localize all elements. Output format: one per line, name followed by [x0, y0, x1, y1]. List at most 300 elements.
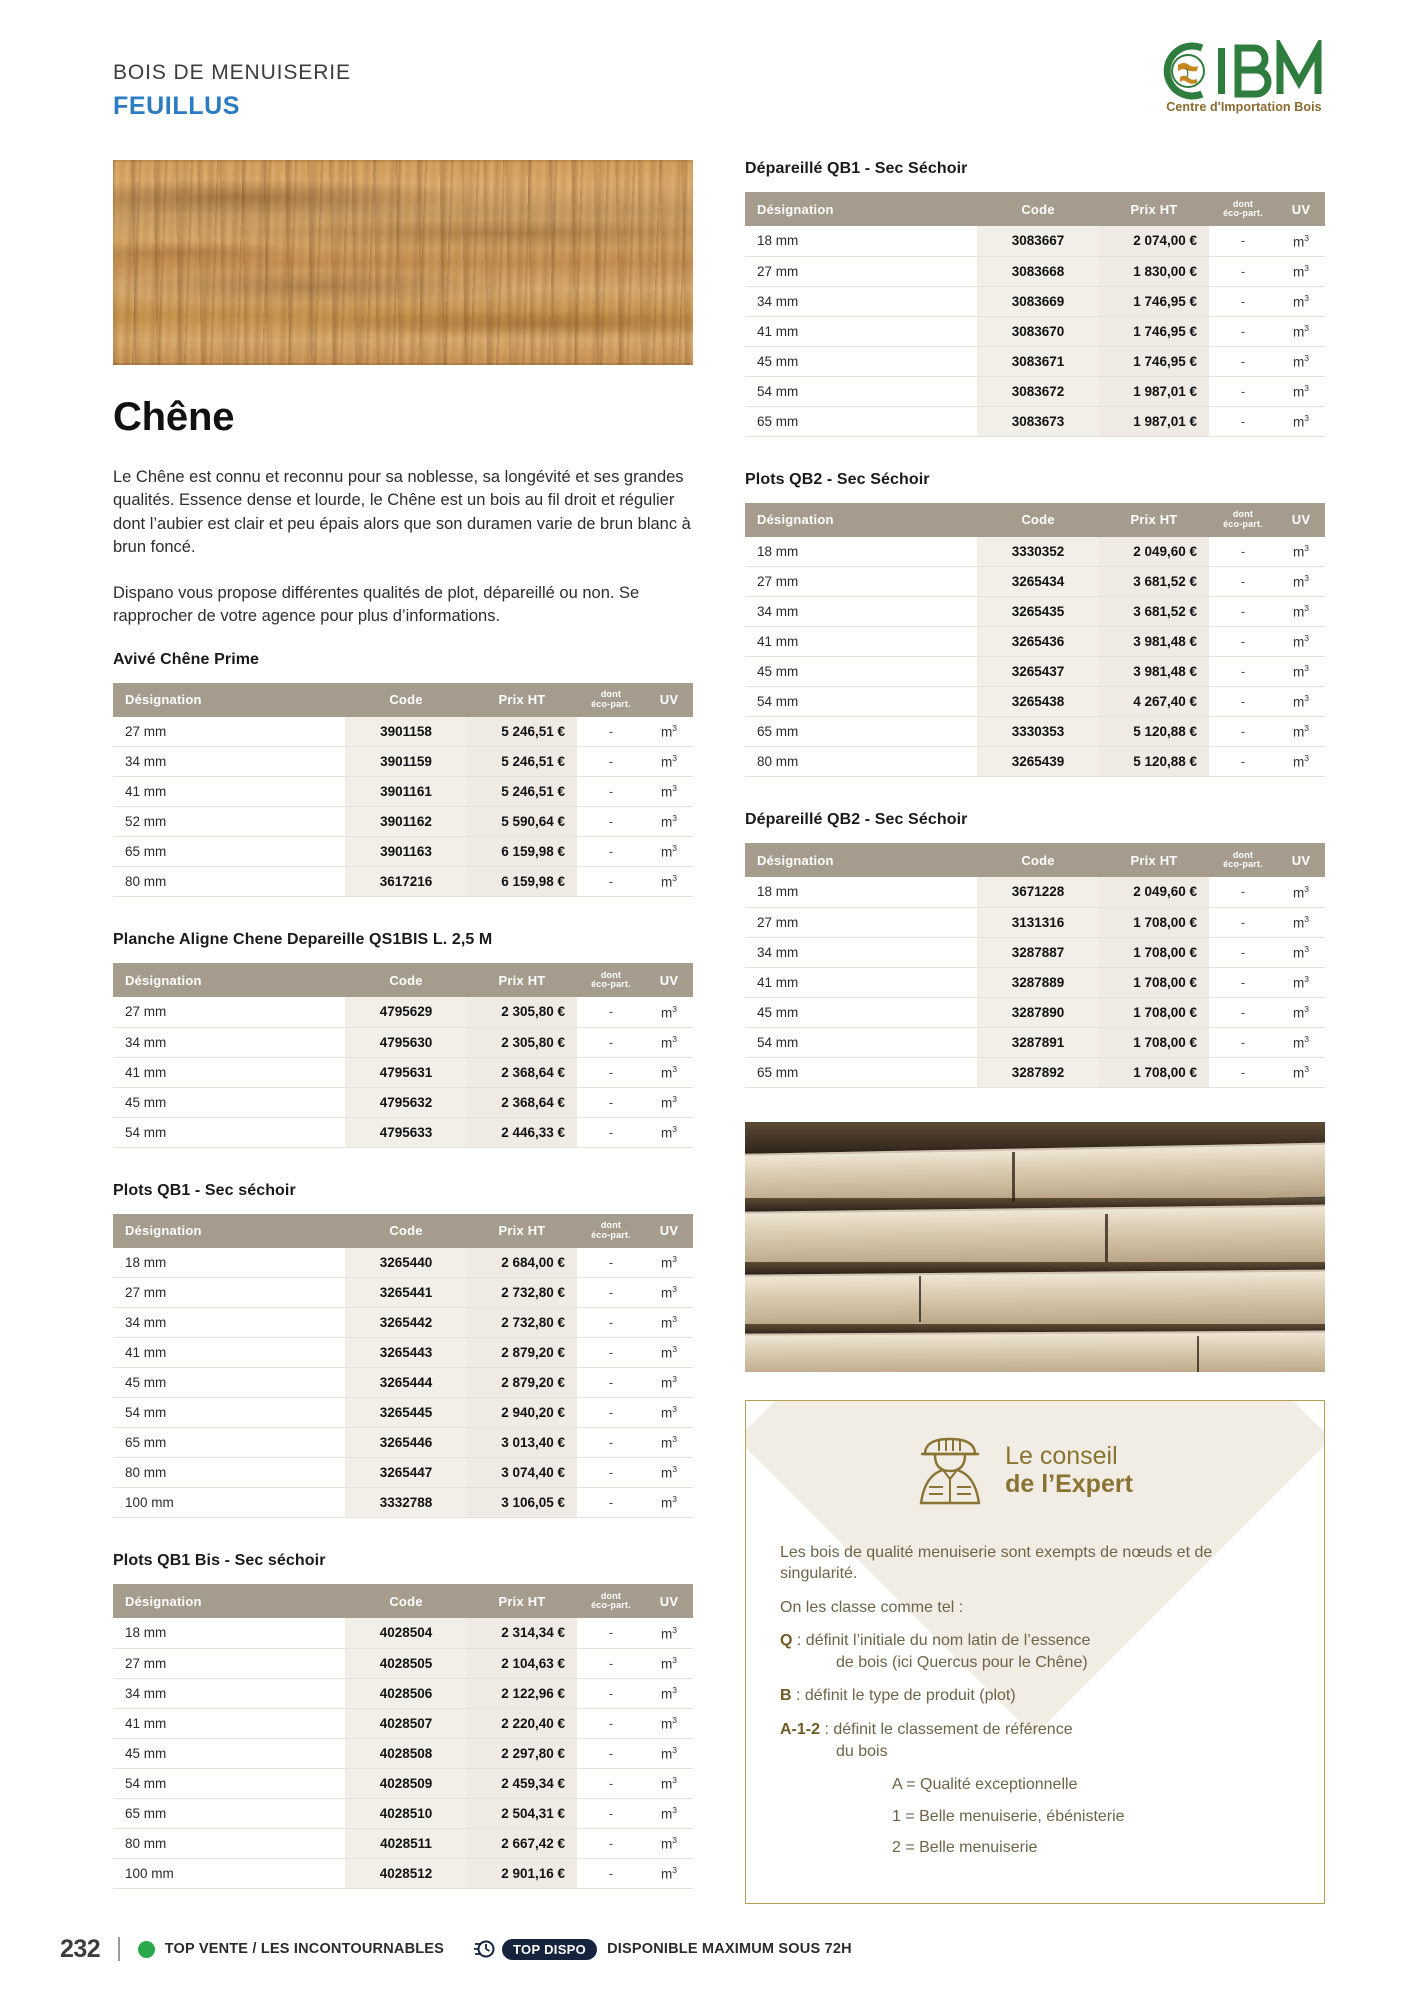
table-header-row	[113, 1214, 693, 1248]
cell-designation: 34 mm	[113, 1308, 345, 1338]
cell-designation: 41 mm	[113, 777, 345, 807]
cell-uv: $m^3$	[1277, 286, 1325, 316]
price-table-block	[745, 471, 1325, 778]
cell-eco-part: -	[577, 1027, 645, 1057]
cell-eco-part: -	[1209, 687, 1277, 717]
cell-uv: $m^3$	[1277, 907, 1325, 937]
price-table-block	[113, 1552, 693, 1889]
cell-code: 3265444	[345, 1368, 467, 1398]
cell-uv: $m^3$	[1277, 997, 1325, 1027]
cell-code: 3265445	[345, 1398, 467, 1428]
table-header-row	[113, 963, 693, 997]
cell-eco-part: -	[577, 1618, 645, 1648]
cell-designation: 80 mm	[113, 867, 345, 897]
cell-designation: 27 mm	[745, 907, 977, 937]
cell-uv: $m^3$	[645, 717, 693, 747]
cell-eco-part: -	[577, 1798, 645, 1828]
cell-price: 3 981,48 €	[1099, 657, 1209, 687]
cibm-logo	[1129, 38, 1359, 130]
cell-designation: 100 mm	[113, 1858, 345, 1888]
col-code: Code	[977, 503, 1099, 537]
cell-designation: 65 mm	[745, 406, 977, 436]
cell-price: 2 305,80 €	[467, 997, 577, 1027]
table-row	[745, 747, 1325, 777]
col-eco-part: dont éco-part.	[577, 1214, 645, 1248]
table-row	[745, 286, 1325, 316]
table-header-row	[745, 503, 1325, 537]
cell-code: 3131316	[977, 907, 1099, 937]
cell-price: 3 074,40 €	[467, 1458, 577, 1488]
cell-price: 1 708,00 €	[1099, 1027, 1209, 1057]
col-price: Prix HT	[1099, 843, 1209, 877]
article-paragraph-2: Dispano vous propose différentes qualités de plot, dépareillé ou non. Se rapprocher de votre agence pour plus d’informations.	[113, 583, 640, 626]
col-uv: UV	[645, 683, 693, 717]
cell-uv: $m^3$	[1277, 967, 1325, 997]
expert-definition-key: B	[780, 1687, 792, 1705]
col-price: Prix HT	[1099, 192, 1209, 226]
cell-designation: 45 mm	[745, 346, 977, 376]
price-table-body	[745, 226, 1325, 436]
price-table-title: Plots QB1 - Sec séchoir	[113, 1181, 296, 1199]
cell-designation: 54 mm	[113, 1768, 345, 1798]
table-row	[113, 747, 693, 777]
cell-uv: $m^3$	[645, 997, 693, 1027]
table-row	[745, 406, 1325, 436]
cell-price: 1 708,00 €	[1099, 967, 1209, 997]
cell-eco-part: -	[1209, 567, 1277, 597]
cell-designation: 100 mm	[113, 1488, 345, 1518]
price-table-title: Dépareillé QB1 - Sec Séchoir	[745, 160, 968, 177]
cell-uv: $m^3$	[645, 1648, 693, 1678]
expert-definition: A-1-2 : définit le classement de référence du bois	[780, 1719, 1290, 1762]
cell-price: 2 940,20 €	[467, 1398, 577, 1428]
cell-eco-part: -	[577, 807, 645, 837]
col-price: Prix HT	[467, 1584, 577, 1618]
cell-code: 4028508	[345, 1738, 467, 1768]
table-row	[745, 657, 1325, 687]
table-row	[113, 997, 693, 1027]
cell-uv: $m^3$	[1277, 567, 1325, 597]
cell-code: 3330352	[977, 537, 1099, 567]
cell-eco-part: -	[1209, 256, 1277, 286]
cell-eco-part: -	[577, 1458, 645, 1488]
table-row	[113, 1618, 693, 1648]
expert-grade: 2 = Belle menuiserie	[892, 1839, 1038, 1857]
cell-price: 2 297,80 €	[467, 1738, 577, 1768]
table-row	[113, 1428, 693, 1458]
top-dispo-badge-text: TOP DISPO	[502, 1939, 597, 1960]
price-table-body	[745, 877, 1325, 1087]
cell-uv: $m^3$	[645, 837, 693, 867]
table-row	[745, 567, 1325, 597]
sawn-logs-photo	[745, 1122, 1325, 1372]
cell-designation: 80 mm	[745, 747, 977, 777]
oak-board-photo	[113, 160, 693, 365]
cell-eco-part: -	[577, 1248, 645, 1278]
cell-price: 2 667,42 €	[467, 1828, 577, 1858]
cell-price: 2 732,80 €	[467, 1278, 577, 1308]
table-header-row	[113, 1584, 693, 1618]
cell-price: 1 708,00 €	[1099, 997, 1209, 1027]
cell-eco-part: -	[577, 1828, 645, 1858]
cell-designation: 54 mm	[745, 1027, 977, 1057]
cell-designation: 34 mm	[113, 747, 345, 777]
table-row	[113, 1308, 693, 1338]
col-code: Code	[345, 1214, 467, 1248]
cell-price: 2 504,31 €	[467, 1798, 577, 1828]
cell-uv: $m^3$	[1277, 1027, 1325, 1057]
expert-definition: B : définit le type de produit (plot)	[780, 1687, 1016, 1705]
cell-uv: $m^3$	[1277, 256, 1325, 286]
cell-designation: 80 mm	[113, 1828, 345, 1858]
table-row	[113, 1858, 693, 1888]
expert-advice-box	[745, 1400, 1325, 1905]
cell-eco-part: -	[577, 777, 645, 807]
col-price: Prix HT	[1099, 503, 1209, 537]
table-row	[113, 1057, 693, 1087]
table-row	[745, 967, 1325, 997]
cell-price: 3 681,52 €	[1099, 597, 1209, 627]
col-designation: Désignation	[745, 843, 977, 877]
cell-price: 4 267,40 €	[1099, 687, 1209, 717]
price-table-title: Plots QB1 Bis - Sec séchoir	[113, 1552, 326, 1570]
col-designation: Désignation	[113, 1214, 345, 1248]
cell-code: 3083669	[977, 286, 1099, 316]
article-paragraph-1: Le Chêne est connu et reconnu pour sa noblesse, sa longévité et ses grandes qualités. Essence dense et lourde, le Chêne est un bois au fil droit et régulier dont l’aubier est clair et peu épais alors que son duramen varie de brun blanc à brun foncé.	[113, 468, 691, 557]
cibm-logo-mark	[1156, 38, 1332, 104]
table-row	[113, 1458, 693, 1488]
cell-designation: 54 mm	[113, 1398, 345, 1428]
cell-eco-part: -	[577, 1117, 645, 1147]
table-row	[745, 1027, 1325, 1057]
cell-price: 1 708,00 €	[1099, 937, 1209, 967]
table-row	[113, 717, 693, 747]
cell-eco-part: -	[1209, 627, 1277, 657]
expert-definition: Q : définit l’initiale du nom latin de l’essence de bois (ici Quercus pour le Chêne)	[780, 1630, 1290, 1673]
cell-code: 3265441	[345, 1278, 467, 1308]
price-table-body	[745, 537, 1325, 777]
cell-uv: $m^3$	[1277, 346, 1325, 376]
cell-code: 3083667	[977, 226, 1099, 256]
table-row	[745, 256, 1325, 286]
price-table	[113, 963, 693, 1148]
price-table-block	[745, 160, 1325, 437]
cell-code: 4795631	[345, 1057, 467, 1087]
cell-code: 3901163	[345, 837, 467, 867]
cell-designation: 27 mm	[113, 997, 345, 1027]
cell-designation: 41 mm	[113, 1057, 345, 1087]
cell-code: 3265440	[345, 1248, 467, 1278]
page-title: Chêne	[113, 395, 235, 439]
cell-code: 3330353	[977, 717, 1099, 747]
cell-code: 3901158	[345, 717, 467, 747]
price-table-block	[113, 931, 693, 1148]
cell-eco-part: -	[577, 1278, 645, 1308]
cell-code: 3083671	[977, 346, 1099, 376]
cell-uv: $m^3$	[645, 867, 693, 897]
cibm-logo-tagline: Centre d'Importation Bois	[1166, 100, 1322, 114]
expert-intro-2: On les classe comme tel :	[780, 1598, 964, 1616]
footer-divider	[118, 1937, 120, 1961]
price-table	[113, 1584, 693, 1889]
expert-definition-cont: de bois (ici Quercus pour le Chêne)	[836, 1653, 1088, 1671]
table-row	[745, 376, 1325, 406]
col-designation: Désignation	[113, 1584, 345, 1618]
cell-code: 3083668	[977, 256, 1099, 286]
cell-designation: 45 mm	[745, 657, 977, 687]
table-row	[113, 867, 693, 897]
cell-uv: $m^3$	[645, 1618, 693, 1648]
cell-uv: $m^3$	[645, 1428, 693, 1458]
cell-price: 5 120,88 €	[1099, 717, 1209, 747]
table-row	[745, 597, 1325, 627]
cell-eco-part: -	[577, 867, 645, 897]
price-table-title: Dépareillé QB2 - Sec Séchoir	[745, 811, 968, 828]
cell-price: 5 246,51 €	[467, 717, 577, 747]
cell-eco-part: -	[577, 717, 645, 747]
cell-code: 3617216	[345, 867, 467, 897]
cell-designation: 27 mm	[113, 717, 345, 747]
table-row	[113, 807, 693, 837]
col-eco-part: dont éco-part.	[1209, 192, 1277, 226]
cell-price: 1 746,95 €	[1099, 346, 1209, 376]
cell-eco-part: -	[1209, 597, 1277, 627]
table-row	[113, 1338, 693, 1368]
page-header	[0, 0, 1414, 120]
cell-designation: 41 mm	[113, 1338, 345, 1368]
price-table	[113, 1214, 693, 1519]
price-table-body	[113, 1248, 693, 1518]
table-row	[745, 346, 1325, 376]
cell-designation: 80 mm	[113, 1458, 345, 1488]
table-row	[113, 1648, 693, 1678]
table-row	[745, 627, 1325, 657]
cell-uv: $m^3$	[645, 1338, 693, 1368]
cell-price: 1 708,00 €	[1099, 1057, 1209, 1087]
cell-designation: 41 mm	[745, 627, 977, 657]
cell-code: 3901161	[345, 777, 467, 807]
cell-price: 2 122,96 €	[467, 1678, 577, 1708]
table-row	[745, 877, 1325, 907]
cell-eco-part: -	[577, 1428, 645, 1458]
cell-uv: $m^3$	[1277, 226, 1325, 256]
cell-eco-part: -	[577, 997, 645, 1027]
col-code: Code	[345, 963, 467, 997]
col-uv: UV	[1277, 503, 1325, 537]
cell-price: 3 106,05 €	[467, 1488, 577, 1518]
cell-uv: $m^3$	[645, 1308, 693, 1338]
cell-price: 1 987,01 €	[1099, 376, 1209, 406]
cell-code: 3901162	[345, 807, 467, 837]
cell-code: 4028507	[345, 1708, 467, 1738]
cell-uv: $m^3$	[1277, 316, 1325, 346]
cell-uv: $m^3$	[645, 1248, 693, 1278]
cell-price: 2 732,80 €	[467, 1308, 577, 1338]
cell-eco-part: -	[577, 1488, 645, 1518]
cell-eco-part: -	[1209, 346, 1277, 376]
cell-designation: 18 mm	[745, 226, 977, 256]
table-row	[113, 1248, 693, 1278]
expert-heading-line2: de l’Expert	[1005, 1470, 1133, 1498]
cell-uv: $m^3$	[1277, 687, 1325, 717]
cell-designation: 52 mm	[113, 807, 345, 837]
table-row	[113, 1368, 693, 1398]
cell-code: 3265442	[345, 1308, 467, 1338]
cell-uv: $m^3$	[645, 1458, 693, 1488]
table-row	[745, 997, 1325, 1027]
cell-uv: $m^3$	[645, 1858, 693, 1888]
page-number: 232	[60, 1934, 101, 1963]
cell-uv: $m^3$	[645, 1708, 693, 1738]
cell-price: 2 879,20 €	[467, 1368, 577, 1398]
cell-uv: $m^3$	[645, 1368, 693, 1398]
page-footer	[0, 1932, 1414, 1966]
expert-heading	[780, 1429, 1290, 1512]
cell-uv: $m^3$	[645, 1057, 693, 1087]
cell-uv: $m^3$	[645, 1798, 693, 1828]
cell-uv: $m^3$	[645, 747, 693, 777]
col-code: Code	[977, 843, 1099, 877]
cell-price: 1 708,00 €	[1099, 907, 1209, 937]
cell-designation: 34 mm	[113, 1678, 345, 1708]
table-row	[113, 777, 693, 807]
table-row	[113, 1768, 693, 1798]
cell-code: 4028504	[345, 1618, 467, 1648]
col-uv: UV	[645, 1214, 693, 1248]
table-row	[113, 1488, 693, 1518]
price-table	[745, 192, 1325, 437]
cell-eco-part: -	[577, 1648, 645, 1678]
cell-designation: 34 mm	[745, 286, 977, 316]
cell-price: 2 901,16 €	[467, 1858, 577, 1888]
cell-code: 3265443	[345, 1338, 467, 1368]
cell-eco-part: -	[577, 747, 645, 777]
cell-code: 3671228	[977, 877, 1099, 907]
cell-code: 4028510	[345, 1798, 467, 1828]
cell-designation: 45 mm	[113, 1738, 345, 1768]
cell-price: 2 459,34 €	[467, 1768, 577, 1798]
cell-designation: 54 mm	[113, 1117, 345, 1147]
cell-eco-part: -	[577, 1308, 645, 1338]
cell-designation: 65 mm	[113, 1428, 345, 1458]
cell-eco-part: -	[577, 1708, 645, 1738]
cell-designation: 27 mm	[745, 256, 977, 286]
cell-code: 3265436	[977, 627, 1099, 657]
cell-uv: $m^3$	[1277, 376, 1325, 406]
col-uv: UV	[1277, 192, 1325, 226]
col-designation: Désignation	[113, 683, 345, 717]
cell-uv: $m^3$	[645, 1278, 693, 1308]
cell-code: 3901159	[345, 747, 467, 777]
cell-eco-part: -	[577, 1087, 645, 1117]
table-row	[113, 1738, 693, 1768]
cell-designation: 54 mm	[745, 376, 977, 406]
cell-code: 4795629	[345, 997, 467, 1027]
price-table-body	[113, 717, 693, 897]
cell-price: 2 314,34 €	[467, 1618, 577, 1648]
cell-eco-part: -	[577, 1398, 645, 1428]
cell-eco-part: -	[1209, 226, 1277, 256]
cell-designation: 45 mm	[113, 1368, 345, 1398]
cell-designation: 45 mm	[113, 1087, 345, 1117]
cell-uv: $m^3$	[645, 1768, 693, 1798]
cell-uv: $m^3$	[645, 1117, 693, 1147]
table-row	[745, 687, 1325, 717]
cell-code: 4028511	[345, 1828, 467, 1858]
table-header-row	[745, 843, 1325, 877]
cell-code: 4028505	[345, 1648, 467, 1678]
cell-eco-part: -	[1209, 406, 1277, 436]
cell-price: 2 879,20 €	[467, 1338, 577, 1368]
col-code: Code	[345, 1584, 467, 1618]
top-vente-label: TOP VENTE / LES INCONTOURNABLES	[164, 1941, 445, 1957]
cell-eco-part: -	[1209, 1027, 1277, 1057]
cell-code: 3265434	[977, 567, 1099, 597]
cell-code: 3287887	[977, 937, 1099, 967]
header-kicker: BOIS DE MENUISERIE	[113, 61, 351, 84]
cell-price: 5 246,51 €	[467, 747, 577, 777]
cell-eco-part: -	[1209, 997, 1277, 1027]
col-eco-part: dont éco-part.	[1209, 843, 1277, 877]
expert-intro-1: Les bois de qualité menuiserie sont exempts de nœuds et de singularité.	[780, 1543, 1213, 1583]
cell-code: 3332788	[345, 1488, 467, 1518]
price-table-body	[113, 1618, 693, 1888]
table-row	[745, 907, 1325, 937]
cell-price: 6 159,98 €	[467, 867, 577, 897]
price-table-block	[113, 1182, 693, 1519]
cell-designation: 27 mm	[113, 1648, 345, 1678]
cell-code: 3083672	[977, 376, 1099, 406]
cell-price: 2 104,63 €	[467, 1648, 577, 1678]
cell-price: 2 074,00 €	[1099, 226, 1209, 256]
page-section-title: FEUILLUS	[113, 92, 241, 120]
cell-code: 3265447	[345, 1458, 467, 1488]
cell-price: 3 013,40 €	[467, 1428, 577, 1458]
table-row	[113, 1278, 693, 1308]
col-eco-part: dont éco-part.	[577, 963, 645, 997]
cell-designation: 18 mm	[745, 877, 977, 907]
table-row	[745, 717, 1325, 747]
cell-price: 6 159,98 €	[467, 837, 577, 867]
table-row	[113, 1117, 693, 1147]
cell-uv: $m^3$	[1277, 877, 1325, 907]
expert-definition-key: A-1-2	[780, 1721, 821, 1739]
table-header-row	[745, 192, 1325, 226]
col-price: Prix HT	[467, 683, 577, 717]
cell-eco-part: -	[1209, 1057, 1277, 1087]
table-row	[745, 226, 1325, 256]
table-row	[745, 316, 1325, 346]
price-table	[113, 683, 693, 898]
cell-code: 4028506	[345, 1678, 467, 1708]
price-table	[745, 843, 1325, 1088]
cell-eco-part: -	[577, 1738, 645, 1768]
col-price: Prix HT	[467, 1214, 577, 1248]
cell-designation: 65 mm	[745, 1057, 977, 1087]
cell-eco-part: -	[1209, 937, 1277, 967]
cell-price: 5 120,88 €	[1099, 747, 1209, 777]
cell-price: 1 830,00 €	[1099, 256, 1209, 286]
cell-uv: $m^3$	[1277, 937, 1325, 967]
price-table-body	[113, 997, 693, 1147]
price-table-block	[745, 811, 1325, 1088]
table-row	[113, 1087, 693, 1117]
col-price: Prix HT	[467, 963, 577, 997]
cell-price: 2 446,33 €	[467, 1117, 577, 1147]
cell-eco-part: -	[1209, 657, 1277, 687]
cell-designation: 41 mm	[113, 1708, 345, 1738]
cell-price: 2 049,60 €	[1099, 537, 1209, 567]
